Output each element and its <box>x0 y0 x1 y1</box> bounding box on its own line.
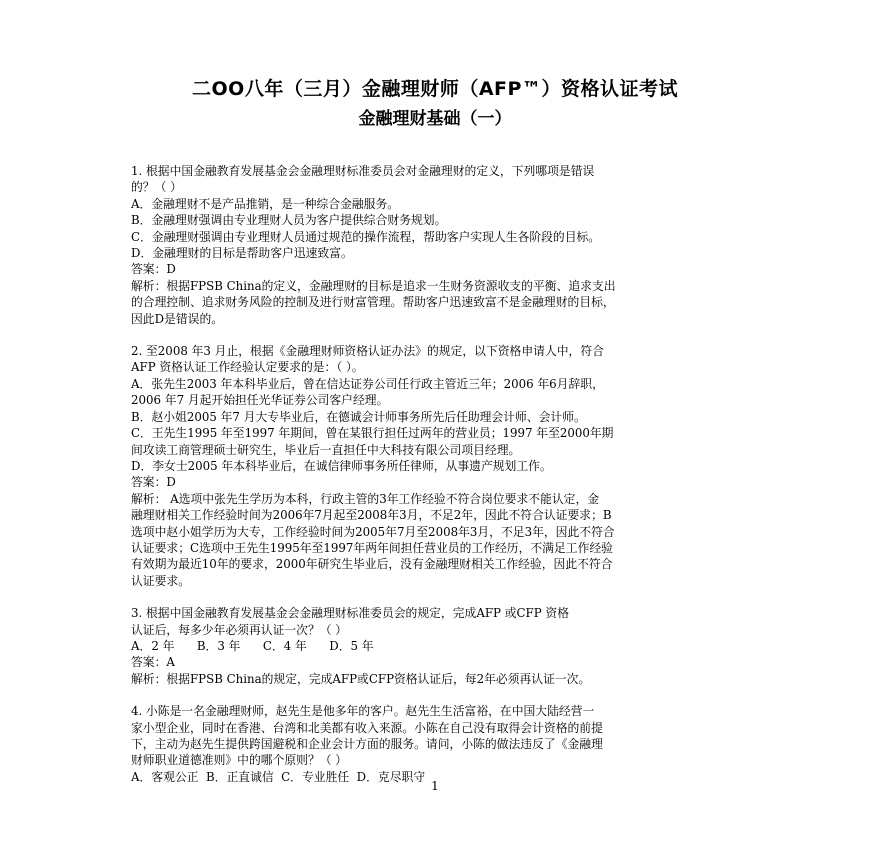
question-stem-line: 2. 至2008 年3 月止，根据《金融理财师资格认证办法》的规定，以下资格申请人中，符合 <box>131 344 604 359</box>
question-2 <box>131 343 751 589</box>
explanation-line: 的合理控制、追求财务风险的控制及进行财富管理。帮助客户迅速致富不是金融理财的目标， <box>131 295 615 310</box>
option-line: C．王先生1995 年至1997 年期间，曾在某银行担任过两年的营业员；1997 年至2000年期 <box>131 426 614 441</box>
option-line: C．金融理财强调由专业理财人员通过规范的操作流程，帮助客户实现人生各阶段的目标。 <box>131 229 601 244</box>
option-line: 2006 年7 月起开始担任光华证券公司客户经理。 <box>131 393 389 408</box>
question-stem-line: 4. 小陈是一名金融理财师，赵先生是他多年的客户。赵先生生活富裕，在中国大陆经营一 <box>131 704 595 719</box>
explanation-line: 选项中赵小姐学历为大专，工作经验时间为2005年7月至2008年3月，不足3年，因此不符合 <box>131 524 615 539</box>
explanation-line: 认证要求；C选项中王先生1995年至1997年两年间担任营业员的工作经历，不满足工作经验 <box>131 540 613 555</box>
option-line: A．张先生2003 年本科毕业后，曾在信达证券公司任行政主管近三年；2006 年6月辞职， <box>131 376 604 391</box>
question-3 <box>131 605 751 687</box>
option-line: A．金融理财不是产品推销，是一种综合金融服务。 <box>131 196 400 211</box>
option-line: D．金融理财的目标是帮助客户迅速致富。 <box>131 246 353 261</box>
question-1 <box>131 163 751 327</box>
answer-line: 答案：D <box>131 475 176 490</box>
option-line: A．客观公正 B．正直诚信 C．专业胜任 D．克尽职守 <box>131 769 426 784</box>
question-stem-line: 下，主动为赵先生提供跨国避税和企业会计方面的服务。请问，小陈的做法违反了《金融理 <box>131 737 603 751</box>
question-stem-line: AFP 资格认证工作经验认定要求的是：（ ）。 <box>131 360 364 375</box>
question-stem-line: 认证后，每多少年必须再认证一次？（ ） <box>131 622 348 637</box>
question-stem-line: 财师职业道德准则》中的哪个原则？（ ） <box>131 753 348 768</box>
option-line: D．李女士2005 年本科毕业后，在诚信律师事务所任律师，从事遗产规划工作。 <box>131 458 552 473</box>
question-4 <box>131 703 751 785</box>
option-line: 间攻读工商管理硕士研究生，毕业后一直担任中大科技有限公司项目经理。 <box>131 442 521 457</box>
explanation-line: 认证要求。 <box>131 573 190 588</box>
option-line: B．金融理财强调由专业理财人员为客户提供综合财务规划。 <box>131 213 447 228</box>
question-stem-line: 的？（ ） <box>131 180 182 195</box>
question-stem-line: 家小型企业，同时在香港、台湾和北美都有收入来源。小陈在自己没有取得会计资格的前提 <box>131 720 603 735</box>
explanation-line: 融理财相关工作经验时间为2006年7月起至2008年3月，不足2年，因此不符合认证要求；B <box>131 508 612 523</box>
question-list <box>131 163 751 801</box>
explanation-line: 解析： A选项中张先生学历为本科，行政主管的3年工作经验不符合岗位要求不能认定，金 <box>131 491 600 506</box>
explanation-line: 解析：根据FPSB China的规定，完成AFP或CFP资格认证后，每2年必须再认证一次。 <box>131 671 591 686</box>
explanation-line: 解析：根据FPSB China的定义，金融理财的目标是追求一生财务资源收支的平衡、追求支出 <box>131 278 616 293</box>
question-stem-line: 1. 根据中国金融教育发展基金会金融理财标准委员会对金融理财的定义，下列哪项是错误 <box>131 164 595 178</box>
explanation-line: 有效期为最近10年的要求，2000年研究生毕业后，没有金融理财相关工作经验，因此不符合 <box>131 557 613 572</box>
answer-line: 答案：D <box>131 262 176 277</box>
option-line: A．2 年 B．3 年 C．4 年 D．5 年 <box>131 638 374 653</box>
page-number: 1 <box>431 779 439 793</box>
explanation-line: 因此D是错误的。 <box>131 311 224 326</box>
document-subtitle: 金融理财基础（一） <box>358 109 512 129</box>
question-stem-line: 3. 根据中国金融教育发展基金会金融理财标准委员会的规定，完成AFP 或CFP 资格 <box>131 606 570 621</box>
document-title: 二OO八年（三月）金融理财师（AFP™）资格认证考试 <box>192 78 678 100</box>
option-line: B．赵小姐2005 年7 月大专毕业后，在德诚会计师事务所先后任助理会计师、会计师。 <box>131 409 586 424</box>
answer-line: 答案：A <box>131 655 175 670</box>
